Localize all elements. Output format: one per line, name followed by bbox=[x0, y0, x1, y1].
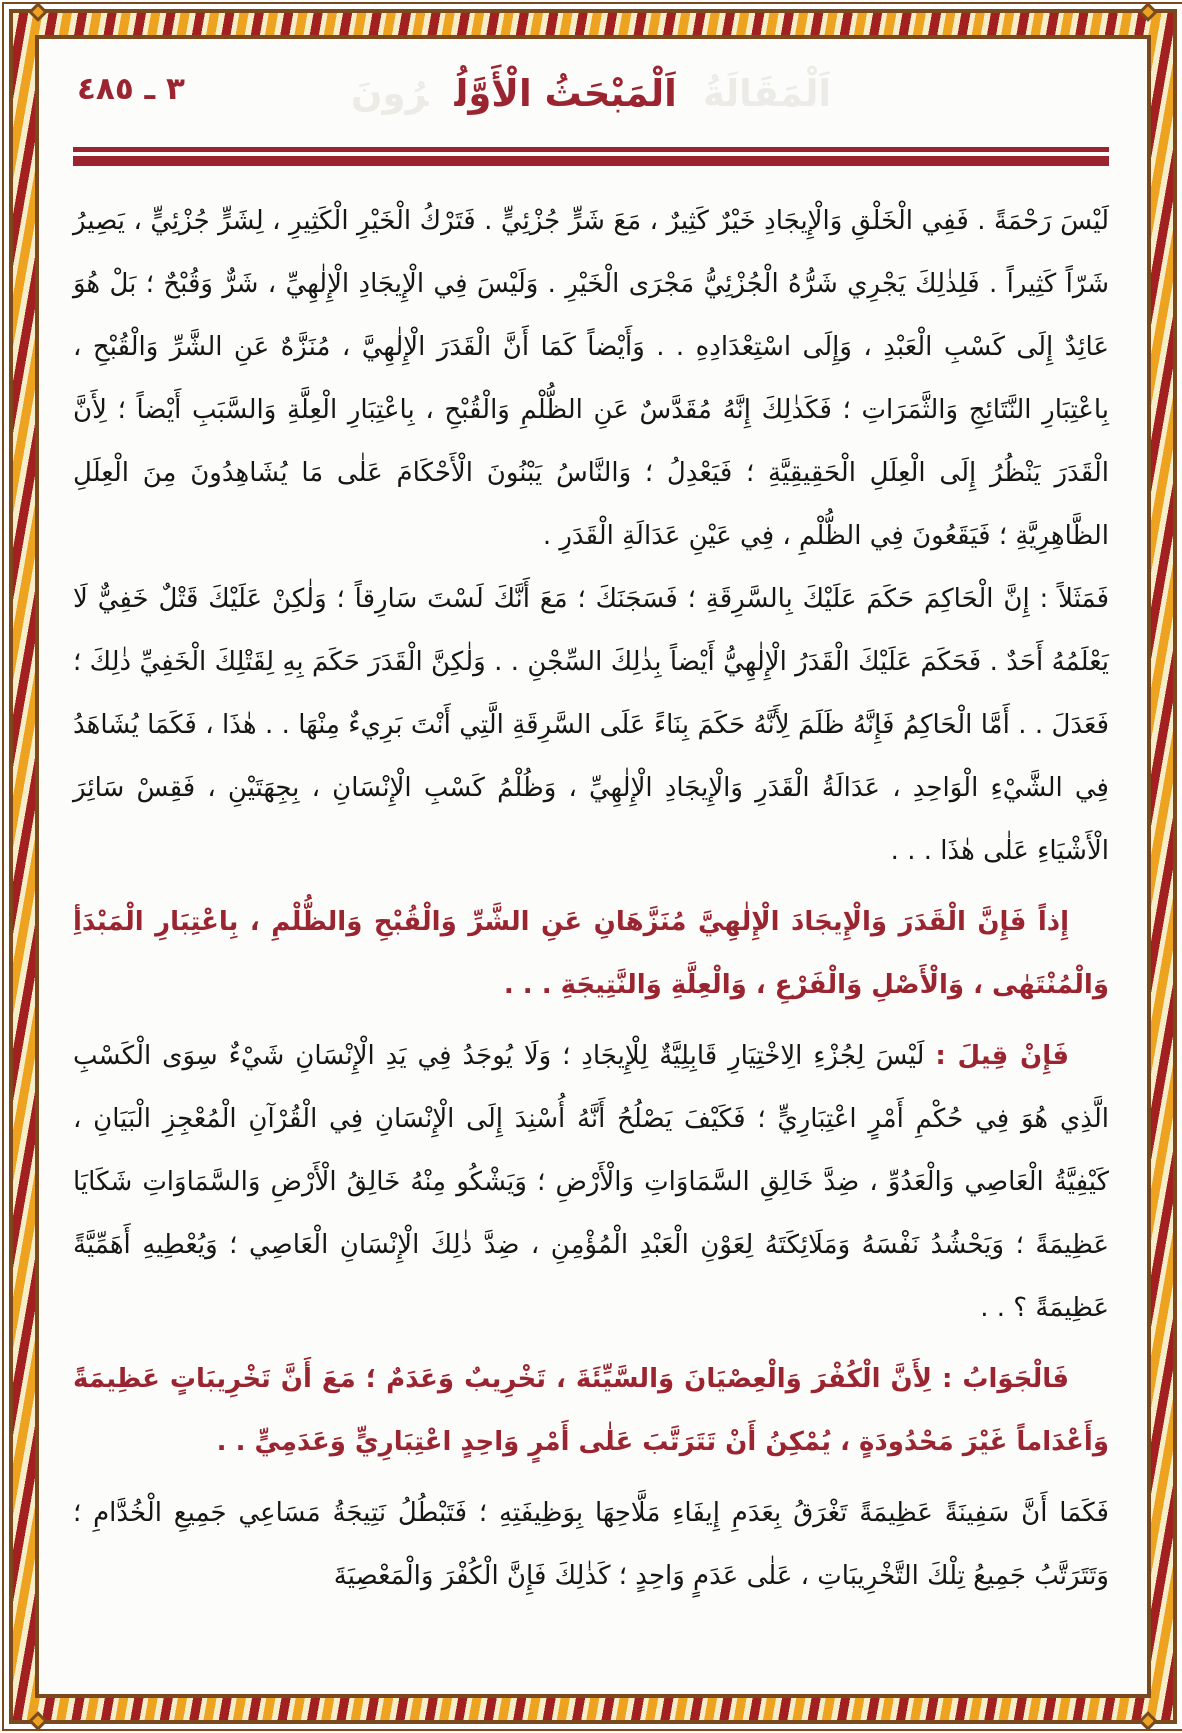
page-number: ٣ ـ ٤٨٥ bbox=[77, 71, 185, 107]
body-text bbox=[73, 190, 1109, 1608]
paragraph-red: فَالْجَوَابُ : لِأَنَّ الْكُفْرَ وَالْعِصْيَانَ وَالسَّيِّئَةَ ، تَخْرِيبٌ وَعَدَمٌ ؛ مَعَ أَنَّ تَخْرِيبَاتٍ عَظِيمَةً وَأَعْدَاماً غَيْرَ مَحْدُودَةٍ ، يُمْكِنُ أَنْ تَتَرَتَّبَ عَلٰى أَمْرٍ وَاحِدٍ اعْتِبَارِيٍّ وَعَدَمِيٍّ . . bbox=[73, 1364, 1109, 1457]
page-header bbox=[73, 57, 1109, 131]
ghost-text-right: اَلْمَقَالَةُ bbox=[702, 72, 832, 115]
header-divider bbox=[73, 147, 1109, 166]
paragraph: فَكَمَا أَنَّ سَفِينَةً عَظِيمَةً تَغْرَقُ بِعَدَمِ إِيفَاءِ مَلَّاحِهَا بِوَظِيفَتِهِ ؛ فَتَبْطُلُ نَتِيجَةُ مَسَاعِي جَمِيعِ الْخُدَّامِ ؛ وَتَتَرَتَّبُ جَمِيعُ تِلْكَ التَّخْرِيبَاتِ ، عَلٰى عَدَمٍ وَاحِدٍ ؛ كَذٰلِكَ فَإِنَّ الْكُفْرَ وَالْمَعْصِيَةَ bbox=[73, 1498, 1109, 1591]
corner-finial-icon bbox=[28, 1711, 48, 1731]
ghost-text-left: رُونَ bbox=[350, 72, 429, 115]
question-lead: فَإِنْ قِيلَ : bbox=[935, 1041, 1070, 1071]
page-title-line bbox=[73, 57, 1109, 131]
paragraph: لَيْسَ رَحْمَةً . فَفِي الْخَلْقِ وَالْإِيجَادِ خَيْرٌ كَثِيرٌ ، مَعَ شَرٍّ جُزْئِيٍّ . فَتَرْكُ الْخَيْرِ الْكَثِيرِ ، لِشَرٍّ جُزْئِيٍّ ، يَصِيرُ شَرّاً كَثِيراً . فَلِذٰلِكَ يَجْرِي شَرُّهُ الْجُزْئِيُّ مَجْرَى الْخَيْرِ . وَلَيْسَ فِي الْإِيجَادِ الْإِلٰهِيِّ ، شَرٌّ وَقُبْحٌ ؛ بَلْ هُوَ عَائِدٌ إِلَى كَسْبِ الْعَبْدِ ، وَإِلَى اسْتِعْدَادِهِ . . وَأَيْضاً كَمَا أَنَّ الْقَدَرَ الْإِلٰهِيَّ ، مُنَزَّهٌ عَنِ الشَّرِّ وَالْقُبْحِ ، بِاعْتِبَارِ النَّتَائِجِ وَالثَّمَرَاتِ ؛ فَكَذٰلِكَ إِنَّهُ مُقَدَّسٌ عَنِ الظُّلْمِ وَالْقُبْحِ ، بِاعْتِبَارِ الْعِلَّةِ وَالسَّبَبِ أَيْضاً ؛ لِأَنَّ الْقَدَرَ يَنْظُرُ إِلَى الْعِلَلِ الْحَقِيقِيَّةِ ؛ فَيَعْدِلُ ؛ وَالنَّاسُ يَبْنُونَ الْأَحْكَامَ عَلٰى مَا يُشَاهِدُونَ مِنَ الْعِلَلِ الظَّاهِرِيَّةِ ؛ فَيَقَعُونَ فِي الظُّلْمِ ، فِي عَيْنِ عَدَالَةِ الْقَدَرِ . bbox=[73, 206, 1109, 551]
corner-finial-icon bbox=[1138, 1711, 1158, 1731]
page-title: اَلْمَبْحَثُ الْأَوَّلُ bbox=[454, 72, 677, 115]
paragraph-question bbox=[73, 1025, 1109, 1340]
paragraph-red: إِذاً فَإِنَّ الْقَدَرَ وَالْإِيجَادَ الْإِلٰهِيَّ مُنَزَّهَانِ عَنِ الشَّرِّ وَالْقُبْحِ وَالظُّلْمِ ، بِاعْتِبَارِ الْمَبْدَأِ وَالْمُنْتَهٰى ، وَالْأَصْلِ وَالْفَرْعِ ، وَالْعِلَّةِ وَالنَّتِيجَةِ . . . bbox=[73, 907, 1109, 1000]
question-body: لَيْسَ لِجُزْءِ الِاخْتِيَارِ قَابِلِيَّةٌ لِلْإِيجَادِ ؛ وَلَا يُوجَدُ فِي يَدِ الْإِنْسَانِ شَيْءٌ سِوَى الْكَسْبِ الَّذِي هُوَ فِي حُكْمِ أَمْرٍ اعْتِبَارِيٍّ ؛ فَكَيْفَ يَصْلُحُ أَنَّهُ أُسْنِدَ إِلَى الْإِنْسَانِ فِي الْقُرْآنِ الْمُعْجِزِ الْبَيَانِ ، كَيْفِيَّةُ الْعَاصِي وَالْعَدُوِّ ، ضِدَّ خَالِقِ السَّمَاوَاتِ وَالْأَرْضِ ؛ وَيَشْكُو مِنْهُ خَالِقُ الْأَرْضِ وَالسَّمَاوَاتِ شَكَايَا عَظِيمَةً ؛ وَيَحْشُدُ نَفْسَهُ وَمَلَائِكَتَهُ لِعَوْنِ الْعَبْدِ الْمُؤْمِنِ ، ضِدَّ ذٰلِكَ الْإِنْسَانِ الْعَاصِي ؛ وَيُعْطِيهِ أَهَمِّيَّةً عَظِيمَةً ؟ . . bbox=[73, 1041, 1109, 1323]
page-content bbox=[35, 35, 1147, 1698]
corner-finial-icon bbox=[28, 2, 48, 22]
corner-finial-icon bbox=[1138, 2, 1158, 22]
paragraph: فَمَثَلاً : إِنَّ الْحَاكِمَ حَكَمَ عَلَيْكَ بِالسَّرِقَةِ ؛ فَسَجَنَكَ ؛ مَعَ أَنَّكَ لَسْتَ سَارِقاً ؛ وَلٰكِنْ عَلَيْكَ قَتْلٌ خَفِيٌّ لَا يَعْلَمُهُ أَحَدٌ . فَحَكَمَ عَلَيْكَ الْقَدَرُ الْإِلٰهِيُّ أَيْضاً بِذٰلِكَ السِّجْنِ . . وَلٰكِنَّ الْقَدَرَ حَكَمَ بِهِ لِقَتْلِكَ الْخَفِيِّ ذٰلِكَ ؛ فَعَدَلَ . . أَمَّا الْحَاكِمُ فَإِنَّهُ ظَلَمَ لِأَنَّهُ حَكَمَ بِنَاءً عَلَى السَّرِقَةِ الَّتِي أَنْتَ بَرِيءٌ مِنْهَا . . هٰذَا ، فَكَمَا يُشَاهَدُ فِي الشَّيْءِ الْوَاحِدِ ، عَدَالَةُ الْقَدَرِ وَالْإِيجَادِ الْإِلٰهِيِّ ، وَظُلْمُ كَسْبِ الْإِنْسَانِ ، بِجِهَتَيْنِ ، فَقِسْ سَائِرَ الْأَشْيَاءِ عَلٰى هٰذَا . . . bbox=[73, 584, 1109, 866]
